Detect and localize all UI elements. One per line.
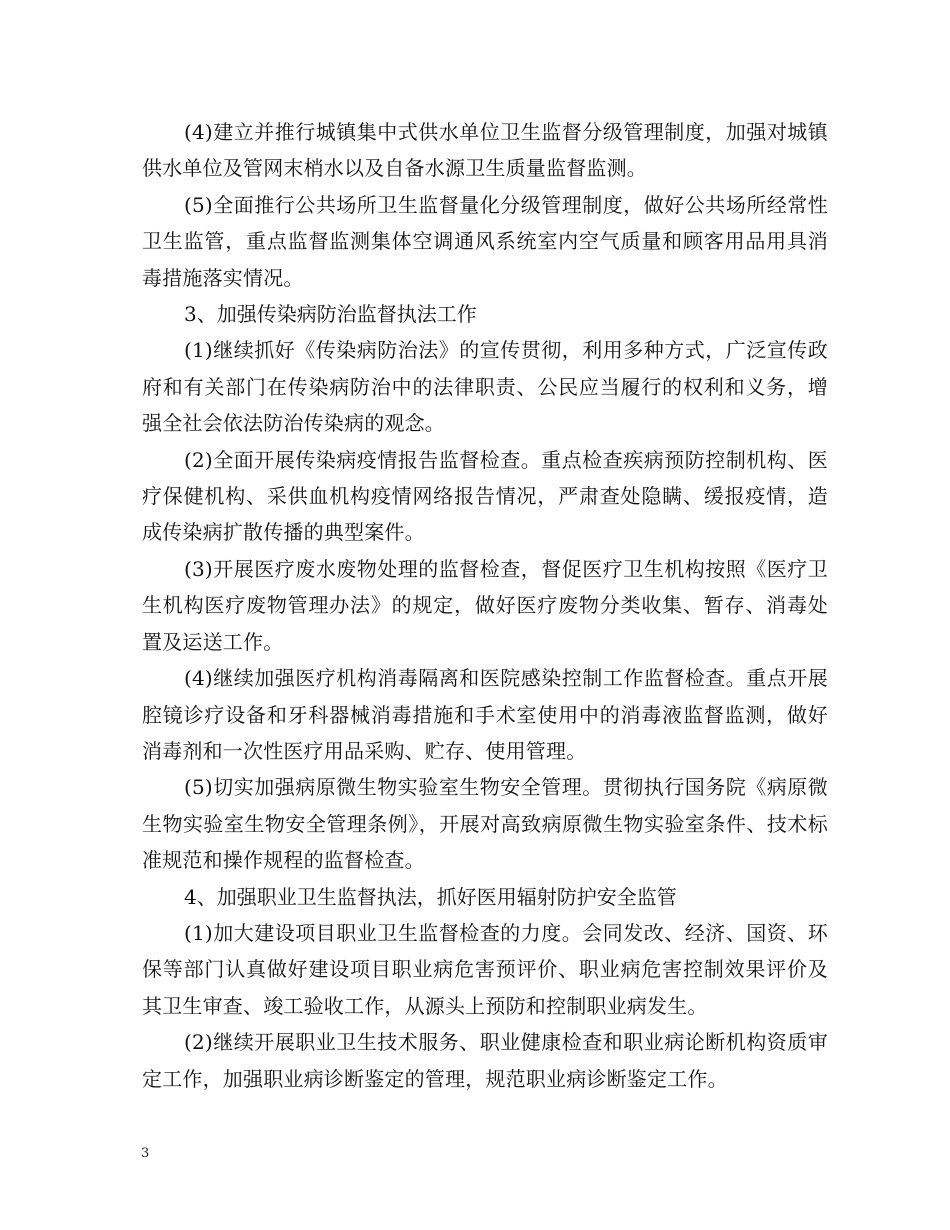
paragraph-construction-projects: (1)加大建设项目职业卫生监督检查的力度。会同发改、经济、国资、环保等部门认真做好建设项目职业病危害预评价、职业病危害控制效果评价及其卫生审查、竣工验收工作，从源头上预防和控制职业病发生。 [142,920,828,1018]
paragraph-public-places: (5)全面推行公共场所卫生监督量化分级管理制度，做好公共场所经常性卫生监管，重点监督监测集体空调通风系统室内空气质量和顾客用品用具消毒措施落实情况。 [142,192,828,290]
paragraph-qualification-review: (2)继续开展职业卫生技术服务、职业健康检查和职业病论断机构资质审定工作，加强职业病诊断鉴定的管理，规范职业病诊断鉴定工作。 [142,1030,828,1091]
paragraph-disinfection: (4)继续加强医疗机构消毒隔离和医院感染控制工作监督检查。重点开展腔镜诊疗设备和牙科器械消毒措施和手术室使用中的消毒液监督监测，做好消毒剂和一次性医疗用品采购、贮存、使用管理。 [142,666,828,763]
page-number: 3 [141,1146,150,1161]
paragraph-lab-biosafety: (5)切实加强病原微生物实验室生物安全管理。贯彻执行国务院《病原微生物实验室生物安全管理条例》，开展对高致病原微生物实验室条件、技术标准规范和操作规程的监督检查。 [142,775,828,873]
paragraph-medical-waste: (3)开展医疗废水废物处理的监督检查，督促医疗卫生机构按照《医疗卫生机构医疗废物管理办法》的规定，做好医疗废物分类收集、暂存、消毒处置及运送工作。 [142,556,828,654]
section-heading-occupational-health: 4、加强职业卫生监督执法，抓好医用辐射防护安全监管 [184,884,677,909]
document-body [142,114,828,1097]
paragraph-epidemic-reporting: (2)全面开展传染病疫情报告监督检查。重点检查疾病预防控制机构、医疗保健机构、采供血机构疫情网络报告情况，严肃查处隐瞒、缓报疫情，造成传染病扩散传播的典型案件。 [142,447,828,545]
paragraph-water-supply: (4)建立并推行城镇集中式供水单位卫生监督分级管理制度，加强对城镇供水单位及管网末梢水以及自备水源卫生质量监督监测。 [142,120,828,181]
section-heading-infectious-disease: 3、加强传染病防治监督执法工作 [184,302,477,327]
paragraph-law-publicity: (1)继续抓好《传染病防治法》的宣传贯彻，利用多种方式，广泛宣传政府和有关部门在传染病防治中的法律职责、公民应当履行的权利和义务，增强全社会依法防治传染病的观念。 [142,338,828,436]
